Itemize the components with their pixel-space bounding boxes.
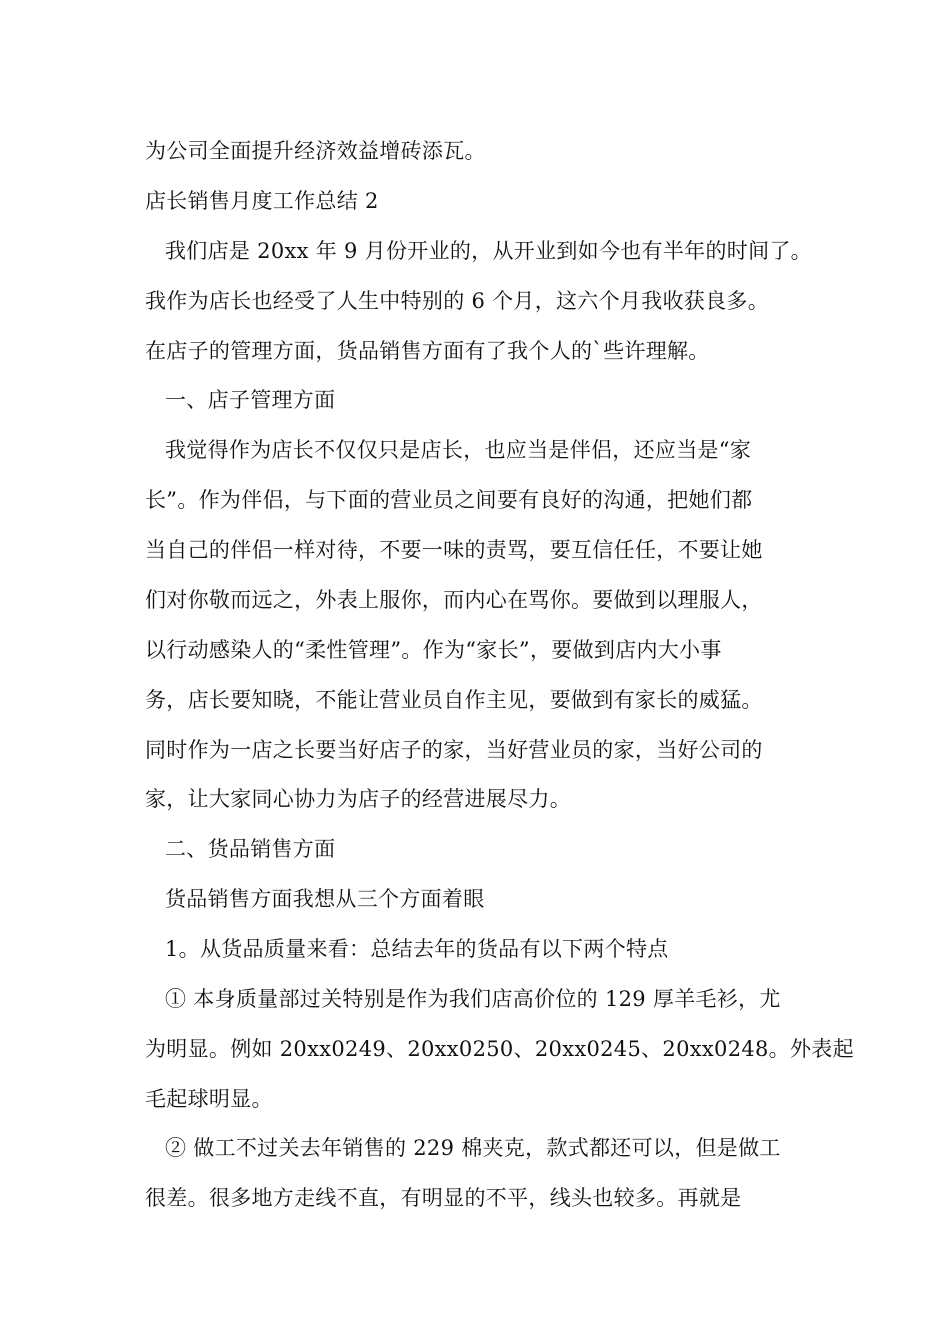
paragraph-line: 货品销售方面我想从三个方面着眼 [165,887,485,911]
paragraph-line: 以行动感染人的“柔性管理”。作为“家长”，要做到店内大小事 [145,638,722,662]
paragraph-line: 我作为店长也经受了人生中特别的 6 个月，这六个月我收获良多。 [145,289,770,313]
section-heading: 一、店子管理方面 [165,388,336,412]
paragraph-line: 们对你敬而远之，外表上服你，而内心在骂你。要做到以理服人， [145,588,763,612]
paragraph-line: 很差。很多地方走线不直，有明显的不平，线头也较多。再就是 [145,1186,742,1210]
paragraph-line: 我觉得作为店长不仅仅只是店长，也应当是伴侣，还应当是“家 [165,438,752,462]
paragraph-line: 毛起球明显。 [145,1087,273,1111]
list-item: ① 本身质量部过关特别是作为我们店高价位的 129 厚羊毛衫，尤 [165,987,781,1011]
paragraph-line: 当自己的伴侣一样对待，不要一味的责骂，要互信任任，不要让她 [145,538,763,562]
paragraph-line: 我们店是 20xx 年 9 月份开业的，从开业到如今也有半年的时间了。 [165,239,812,263]
section-title: 店长销售月度工作总结 2 [145,189,379,213]
section-heading: 二、货品销售方面 [165,837,336,861]
paragraph-line: 同时作为一店之长要当好店子的家，当好营业员的家，当好公司的 [145,738,763,762]
list-item: 1。从货品质量来看：总结去年的货品有以下两个特点 [165,937,669,961]
paragraph-line: 务，店长要知晓，不能让营业员自作主见，要做到有家长的威猛。 [145,688,763,712]
paragraph-line: 为公司全面提升经济效益增砖添瓦。 [145,139,486,163]
paragraph-line: 为明显。例如 20xx0249、20xx0250、20xx0245、20xx0248。外表起 [145,1037,854,1061]
paragraph-line: 在店子的管理方面，货品销售方面有了我个人的`些许理解。 [145,339,710,363]
list-item: ② 做工不过关去年销售的 229 棉夹克，款式都还可以，但是做工 [165,1136,781,1160]
paragraph-line: 长”。作为伴侣，与下面的营业员之间要有良好的沟通，把她们都 [145,488,753,512]
paragraph-line: 家，让大家同心协力为店子的经营进展尽力。 [145,787,571,811]
